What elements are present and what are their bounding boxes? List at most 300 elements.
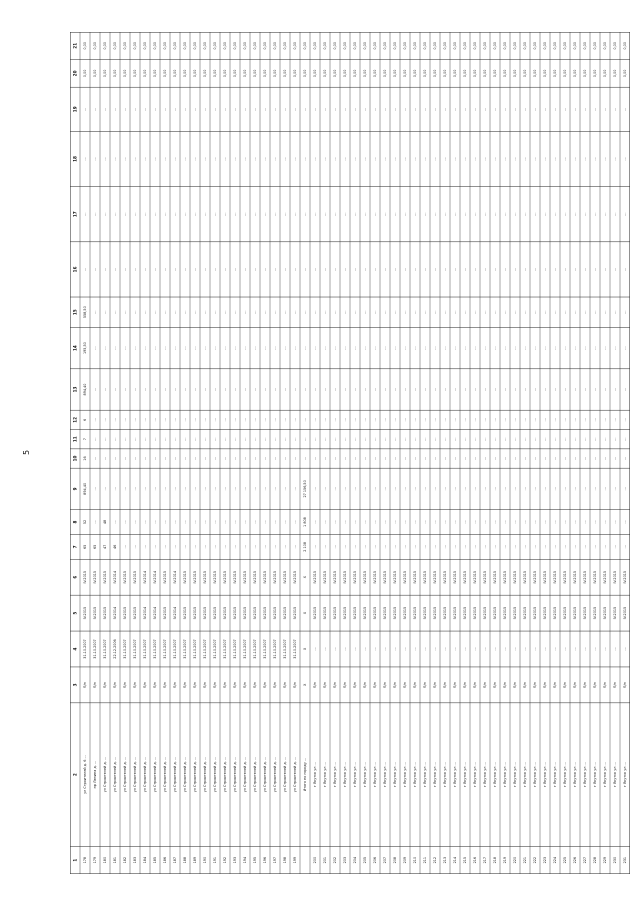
table-cell: ...	[463, 545, 467, 549]
table-cell: ...	[603, 157, 607, 161]
table-cell: ...	[363, 647, 367, 651]
table-cell: ...	[173, 267, 177, 272]
table-cell: IV.2015	[293, 606, 297, 620]
table-cell: ...	[383, 212, 387, 216]
table-cell: ...	[503, 418, 507, 422]
table-cell: ...	[483, 310, 487, 314]
table-cell: ...	[553, 647, 557, 651]
table-cell: г Якутск ул ...	[503, 762, 507, 787]
table-cell: ...	[523, 520, 527, 524]
table-cell: ...	[433, 387, 437, 392]
table-cell: 0,00	[393, 42, 397, 50]
table-cell: 223	[543, 856, 547, 864]
table-cell: 201	[323, 856, 327, 864]
table-cell: ...	[613, 418, 617, 422]
table-cell: ...	[193, 456, 197, 461]
table-cell: 195	[253, 856, 257, 864]
table-cell: 31.10.2007	[103, 639, 107, 659]
table-cell: IV.2015	[363, 570, 367, 584]
table-cell: б/н	[333, 682, 337, 688]
table-cell: ...	[163, 437, 167, 441]
table-cell: ...	[363, 267, 367, 272]
table-cell: ...	[543, 157, 547, 161]
table-cell: ...	[133, 437, 137, 441]
table-cell: г Якутск ул ...	[543, 762, 547, 787]
table-cell: ...	[573, 157, 577, 161]
table-cell: IV.2015	[393, 570, 397, 584]
table-cell: г Якутск ул ...	[523, 762, 527, 787]
table-cell: 0,00	[623, 69, 627, 78]
table-cell: ...	[573, 310, 577, 314]
table-cell: 0,00	[93, 69, 97, 78]
table-cell: ...	[173, 545, 177, 549]
table-cell: ...	[593, 437, 597, 441]
table-cell: ...	[503, 437, 507, 441]
table-cell: ...	[473, 387, 477, 392]
table-cell: ...	[223, 387, 227, 392]
table-cell: ...	[453, 647, 457, 651]
table-cell: 197	[273, 856, 277, 864]
table-cell: 0,00	[193, 69, 197, 78]
table-cell: ул Строителей д. ...	[203, 756, 207, 793]
header-cell: 20	[72, 70, 78, 77]
table-cell: ...	[593, 387, 597, 392]
table-cell: г Якутск ул ...	[403, 762, 407, 787]
table-cell: г Якутск ул ...	[593, 762, 597, 787]
table-cell: ...	[263, 418, 267, 422]
table-cell: IV.2015	[493, 570, 497, 584]
table-cell: ...	[353, 310, 357, 314]
table-cell: ...	[423, 647, 427, 651]
table-cell: ...	[443, 267, 447, 272]
table-cell: ...	[213, 157, 217, 161]
table-cell: ...	[453, 157, 457, 161]
table-cell: IV.2015	[383, 606, 387, 620]
table-cell: ...	[263, 310, 267, 314]
table-cell: ...	[403, 346, 407, 350]
table-cell: ...	[203, 387, 207, 392]
table-cell: ...	[553, 346, 557, 350]
table-cell: г Якутск ул ...	[553, 762, 557, 787]
table-cell: ...	[183, 267, 187, 272]
table-cell: ...	[573, 647, 577, 651]
table-cell: 0,00	[103, 69, 107, 78]
table-cell: ...	[603, 418, 607, 422]
table-cell: 31.10.2007	[213, 639, 217, 659]
table-cell: IV.2015	[543, 606, 547, 620]
table-cell: ...	[453, 310, 457, 314]
table-cell: ...	[273, 267, 277, 272]
table-cell: ...	[203, 310, 207, 314]
table-cell: 206	[373, 856, 377, 864]
table-cell: ...	[603, 520, 607, 524]
table-cell: 0,00	[433, 42, 437, 50]
table-cell: ...	[623, 157, 627, 161]
table-cell: 0,00	[533, 69, 537, 78]
table-cell: ...	[583, 418, 587, 422]
table-cell: ...	[243, 157, 247, 161]
table-cell: ...	[123, 310, 127, 314]
table-cell: ...	[423, 310, 427, 314]
table-cell: г Якутск ул ...	[343, 762, 347, 787]
table-cell: ...	[173, 487, 177, 491]
table-cell: 31.10.2007	[183, 639, 187, 659]
table-cell: ...	[243, 520, 247, 524]
header-cell: 10	[72, 455, 78, 462]
table-cell: ...	[123, 418, 127, 422]
table-cell: IV.2015	[503, 606, 507, 620]
table-cell: 218	[493, 856, 497, 864]
table-cell: ...	[373, 545, 377, 549]
table-cell: ...	[503, 157, 507, 161]
table-cells	[73, 42, 628, 863]
table-cell: ...	[593, 157, 597, 161]
table-cell: ...	[423, 520, 427, 524]
table-cell: ...	[573, 545, 577, 549]
table-cell: IV.2015	[563, 570, 567, 584]
table-cell: ...	[553, 212, 557, 216]
table-cell: IV.2015	[453, 606, 457, 620]
table-cell: ...	[293, 487, 297, 491]
table-cell: ...	[343, 520, 347, 524]
table-cell: ул Строителей д. ...	[223, 756, 227, 793]
table-cell: ...	[283, 310, 287, 314]
table-cell: 31.10.2007	[163, 639, 167, 659]
table-cell: ...	[423, 267, 427, 272]
table-cell: ...	[333, 437, 337, 441]
table-cell: IV.2015	[503, 570, 507, 584]
table-cell: ...	[223, 487, 227, 491]
table-cell: ...	[343, 346, 347, 350]
table-cell: 0,00	[513, 42, 517, 50]
table-cell: ...	[563, 520, 567, 524]
table-cell: ...	[153, 456, 157, 461]
table-cell: ...	[293, 437, 297, 441]
table-cell: ...	[503, 346, 507, 350]
table-cell: 27 156,50	[303, 480, 307, 498]
table-cell: 0,00	[353, 42, 357, 50]
table-cell: ...	[113, 387, 117, 392]
table-cell: ...	[413, 418, 417, 422]
table-cell: ...	[313, 107, 317, 111]
table-cell: ...	[233, 387, 237, 392]
table-cell: ...	[283, 418, 287, 422]
table-cell: ...	[523, 267, 527, 272]
table-cell: ...	[483, 487, 487, 491]
table-cell: 0,00	[343, 42, 347, 50]
table-cell: б/н	[103, 682, 107, 688]
table-cell: ...	[523, 418, 527, 422]
table-cell: ...	[523, 310, 527, 314]
table-cell: б/н	[203, 682, 207, 688]
table-cell: ...	[323, 487, 327, 491]
table-cell: ...	[443, 520, 447, 524]
table-cell: IV.2014	[113, 606, 117, 620]
table-cell: ...	[563, 212, 567, 216]
table-cell: ...	[433, 520, 437, 524]
table-cell: ...	[493, 157, 497, 161]
table-cell: ...	[343, 212, 347, 216]
table-cell: ...	[143, 487, 147, 491]
table-cell: 48	[103, 519, 107, 525]
table-cell: 0,00	[283, 42, 287, 50]
table-cell: г Якутск ул ...	[513, 762, 517, 787]
table-cell: ...	[593, 346, 597, 350]
table-cell: б/н	[603, 682, 607, 688]
table-cell: ...	[603, 107, 607, 111]
table-cell: ...	[623, 456, 627, 461]
table-cell: 31.10.2007	[133, 639, 137, 659]
table-cell: ...	[213, 346, 217, 350]
table-cell: ...	[353, 267, 357, 272]
table-cell: ...	[153, 310, 157, 314]
table-cell: ...	[153, 157, 157, 161]
table-cell: Х	[303, 611, 307, 615]
table-cell: ...	[623, 487, 627, 491]
table-cell: 52	[83, 519, 87, 525]
table-cell: 31.10.2007	[83, 639, 87, 659]
table-cell: б/н	[553, 682, 557, 688]
table-cell: ...	[193, 487, 197, 491]
table-cell: ...	[413, 212, 417, 216]
table-cell: ...	[153, 520, 157, 524]
table-cell: ...	[333, 487, 337, 491]
table-cell: ...	[143, 418, 147, 422]
table-cell: ...	[183, 545, 187, 549]
table-cell: 0,00	[543, 69, 547, 78]
table-cell: ...	[393, 157, 397, 161]
table-cell: ул Строителей д. ...	[273, 756, 277, 793]
table-cell: ...	[393, 456, 397, 461]
table-cell: IV.2015	[403, 606, 407, 620]
table-cell: ...	[233, 545, 237, 549]
table-cell: 0,00	[133, 42, 137, 50]
table-cell: ...	[393, 212, 397, 216]
table-cell: 0,00	[123, 42, 127, 50]
table-cell: IV.2015	[463, 570, 467, 584]
table-cell: ...	[413, 107, 417, 111]
table-cell: 0,00	[503, 42, 507, 50]
table-cell: ...	[613, 107, 617, 111]
table-cell: ...	[343, 418, 347, 422]
header-cell: 14	[72, 345, 78, 352]
table-cell: 0,00	[263, 69, 267, 78]
table-cell: ...	[453, 545, 457, 549]
table-cell: 0,00	[613, 69, 617, 78]
table-cell: ...	[223, 157, 227, 161]
table-cell: ...	[573, 107, 577, 111]
table-cell: ...	[293, 212, 297, 216]
table-cell: IV.2015	[493, 606, 497, 620]
table-cell: б/н	[373, 682, 377, 688]
table-cell: 0,00	[213, 42, 217, 50]
table-cell: ...	[113, 520, 117, 524]
table-cell: ...	[393, 310, 397, 314]
table-cell: ...	[213, 387, 217, 392]
table-cell: 31.10.2007	[263, 639, 267, 659]
table-cell: 222	[533, 856, 537, 864]
table-cell: ...	[273, 346, 277, 350]
table-cell: ...	[153, 267, 157, 272]
table-cell: ...	[333, 157, 337, 161]
table-cell: ...	[563, 487, 567, 491]
table-cell: ...	[513, 212, 517, 216]
table-cell: ...	[433, 267, 437, 272]
table-cell: б/н	[543, 682, 547, 688]
table-cell: ...	[163, 456, 167, 461]
table-cell: IV.2015	[193, 606, 197, 620]
table-cell: ...	[513, 387, 517, 392]
table-cell: ...	[423, 487, 427, 491]
table-cell: ...	[123, 157, 127, 161]
table-cell: ...	[383, 267, 387, 272]
table-cell: ...	[523, 456, 527, 461]
table-cell: ...	[593, 456, 597, 461]
table-cell: ...	[513, 647, 517, 651]
table-cell: ...	[393, 418, 397, 422]
table-cell: ...	[233, 107, 237, 111]
table-cell: б/н	[363, 682, 367, 688]
table-cell: IV.2015	[133, 606, 137, 620]
table-cell: IV.2015	[253, 606, 257, 620]
table-cell: ...	[413, 310, 417, 314]
table-cell: ...	[493, 212, 497, 216]
table-cell: 0,00	[453, 42, 457, 50]
table-cell: 0,00	[193, 42, 197, 50]
table-cell: г Якутск ул ...	[493, 762, 497, 787]
table-cell: Итого по городу ...	[303, 757, 307, 792]
table-cell: б/н	[413, 682, 417, 688]
table-cell: 22.12.2006	[113, 639, 117, 659]
table-cell: б/н	[153, 682, 157, 688]
table-cell: ...	[283, 346, 287, 350]
table-cell: ...	[133, 545, 137, 549]
table-cell: ...	[543, 487, 547, 491]
table-cell: Х	[303, 576, 307, 579]
table-cell: г Якутск ул ...	[363, 762, 367, 787]
table-cell: ...	[123, 212, 127, 216]
table-cell: IV.2014	[113, 570, 117, 584]
table-cell: 0,00	[163, 69, 167, 78]
table-cell: ...	[143, 437, 147, 441]
table-cell: ...	[253, 545, 257, 549]
table-cell: 0,00	[273, 69, 277, 78]
table-cell: ...	[573, 487, 577, 491]
table-cell: ...	[143, 456, 147, 461]
table-cell: ...	[293, 545, 297, 549]
table-cell: ...	[313, 487, 317, 491]
table-cell: ...	[213, 545, 217, 549]
table-cell: г Якутск ул ...	[323, 762, 327, 787]
table-cell: ...	[253, 310, 257, 314]
table-cell: ...	[463, 267, 467, 272]
table-cell: ...	[173, 212, 177, 216]
table-cell: ...	[583, 487, 587, 491]
table-cell: ...	[353, 520, 357, 524]
table-cell: ...	[343, 107, 347, 111]
table-cell: ...	[173, 456, 177, 461]
table-cell: ...	[613, 437, 617, 441]
table-cell: ...	[593, 520, 597, 524]
table-cell: б/н	[193, 682, 197, 688]
table-cell: ...	[203, 520, 207, 524]
table-cell: IV.2015	[93, 606, 97, 620]
table-cell: ...	[433, 310, 437, 314]
table-cell: 0,00	[363, 69, 367, 78]
table-cell: г Якутск ул ...	[393, 762, 397, 787]
table-cell: 0,00	[473, 69, 477, 78]
table-cell: г Якутск ул ...	[613, 762, 617, 787]
table-cell: ...	[333, 520, 337, 524]
table-cell: 16	[83, 456, 87, 461]
table-cell: г Якутск ул ...	[473, 762, 477, 787]
table-cell: ...	[543, 107, 547, 111]
table-cell: ...	[183, 520, 187, 524]
table-cell: ...	[333, 310, 337, 314]
table-cell: 0,00	[163, 42, 167, 50]
table-cell: ...	[293, 310, 297, 314]
table-cell: 0,00	[563, 69, 567, 78]
table-cell: ...	[363, 107, 367, 111]
table-cell: ...	[543, 310, 547, 314]
table-cell: ...	[383, 437, 387, 441]
table-cell: 196	[263, 856, 267, 864]
table-cell: ...	[173, 346, 177, 350]
table-cell: ...	[503, 545, 507, 549]
table-cell: IV.2015	[83, 606, 87, 620]
table-cell: 184	[143, 856, 147, 864]
table-cell: ...	[393, 267, 397, 272]
table-cell: ...	[103, 212, 107, 216]
table-cell: 31.10.2007	[223, 639, 227, 659]
table-cell: ...	[463, 647, 467, 651]
table-cell: 193	[233, 856, 237, 864]
table-cell: ...	[583, 157, 587, 161]
table-cell: б/н	[213, 682, 217, 688]
table-cell: 0,00	[523, 69, 527, 78]
table-cell: ...	[333, 346, 337, 350]
table-cell: б/н	[173, 682, 177, 688]
table-cell: IV.2015	[513, 606, 517, 620]
table-cell: ...	[133, 387, 137, 392]
table-cell: ...	[563, 437, 567, 441]
table-cell: ...	[573, 418, 577, 422]
table-cell: IV.2015	[423, 570, 427, 584]
table-cell: ...	[273, 520, 277, 524]
table-cell: IV.2015	[273, 570, 277, 584]
table-cell: IV.2015	[203, 570, 207, 584]
table-cell: ...	[373, 212, 377, 216]
table-cell: ...	[503, 107, 507, 111]
table-cell: б/н	[183, 682, 187, 688]
table-cell: б/н	[343, 682, 347, 688]
table-cell: 219	[503, 856, 507, 864]
table-cell: 220	[513, 856, 517, 864]
table-cell: IV.2015	[593, 606, 597, 620]
table-cell: 0,00	[233, 69, 237, 78]
table-cell: 199	[293, 856, 297, 864]
table-cell: ...	[603, 212, 607, 216]
table-cell: 200	[313, 856, 317, 864]
table-cell: ...	[373, 437, 377, 441]
table-cell: ...	[273, 157, 277, 161]
table-cell: 0,00	[413, 42, 417, 50]
table-cell: ...	[143, 520, 147, 524]
table-cell: ...	[93, 157, 97, 161]
table-cell: г Якутск ул ...	[373, 762, 377, 787]
table-cell: ...	[413, 456, 417, 461]
table-cell: 65	[93, 544, 97, 550]
